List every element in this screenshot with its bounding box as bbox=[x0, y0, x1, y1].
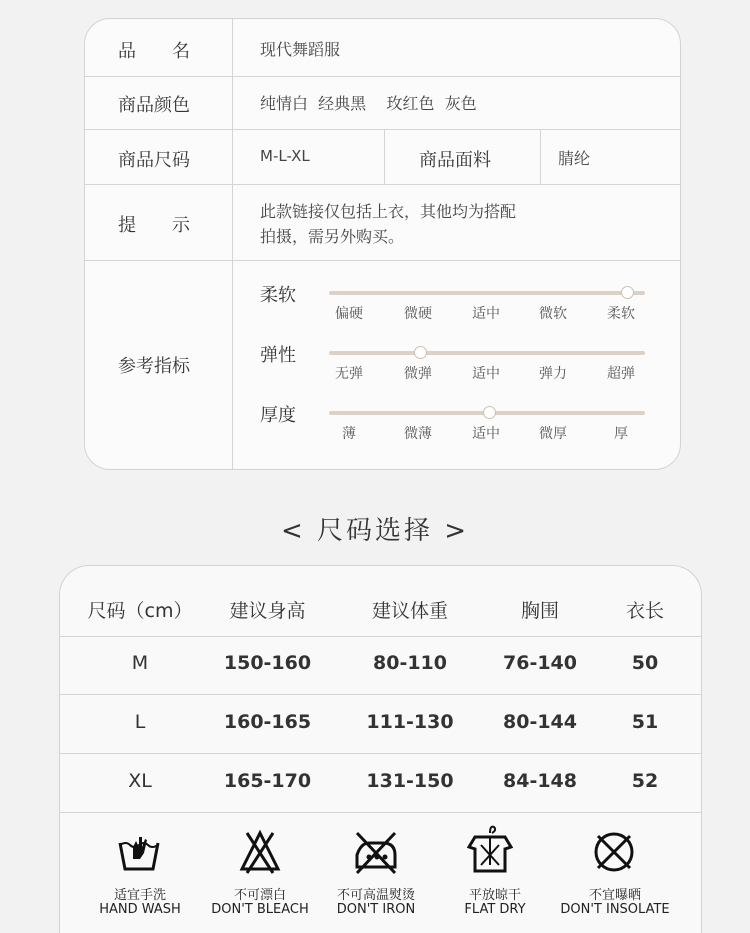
care-label-en: DON'T IRON bbox=[336, 902, 416, 917]
table-cell: 150-160 bbox=[223, 652, 312, 674]
size-table-card bbox=[59, 565, 702, 933]
indicator-tick-label: 微厚 bbox=[539, 426, 567, 442]
name-value: 现代舞蹈服 bbox=[260, 40, 341, 59]
care-label-en: HAND WASH bbox=[99, 902, 181, 917]
table-cell: 84-148 bbox=[503, 770, 577, 792]
divider bbox=[232, 19, 233, 470]
tip-line-2: 拍摄，需另外购买。 bbox=[260, 227, 405, 246]
color-label: 商品颜色 bbox=[118, 95, 190, 116]
table-cell: 80-110 bbox=[373, 652, 447, 674]
no-sun-icon bbox=[591, 829, 637, 875]
care-label-zh: 适宜手洗 bbox=[113, 888, 166, 903]
table-cell: L bbox=[134, 711, 146, 733]
table-cell: 160-165 bbox=[223, 711, 312, 733]
divider bbox=[85, 260, 681, 261]
care-label-zh: 不宜曝晒 bbox=[588, 888, 641, 903]
header-length: 衣长 bbox=[625, 600, 664, 622]
indicator-tick-label: 适中 bbox=[472, 366, 500, 382]
care-label-zh: 不可漂白 bbox=[233, 888, 286, 903]
size-label: 商品尺码 bbox=[118, 150, 190, 171]
care-label-zh: 平放晾干 bbox=[468, 888, 521, 903]
indicator-tick-label: 厚 bbox=[614, 426, 628, 442]
indicator-name: 柔软 bbox=[260, 285, 296, 306]
fabric-label: 商品面料 bbox=[419, 150, 491, 171]
divider bbox=[384, 129, 385, 184]
divider bbox=[60, 636, 702, 637]
table-cell: M bbox=[131, 652, 149, 674]
table-cell: 80-144 bbox=[503, 711, 577, 733]
indicator-name: 厚度 bbox=[260, 405, 296, 426]
table-cell: 50 bbox=[631, 652, 659, 674]
hand-wash-icon bbox=[116, 829, 162, 875]
care-label-zh: 不可高温熨烫 bbox=[336, 888, 415, 903]
no-iron-icon bbox=[353, 829, 399, 875]
indicator-tick-label: 适中 bbox=[472, 426, 500, 442]
divider bbox=[85, 184, 681, 185]
name-label: 品 名 bbox=[118, 41, 190, 62]
indicator-tick-label: 微软 bbox=[539, 306, 567, 322]
divider bbox=[60, 694, 702, 695]
divider bbox=[60, 753, 702, 754]
table-cell: 165-170 bbox=[223, 770, 312, 792]
header-size: 尺码（cm） bbox=[87, 600, 193, 622]
size-value: M-L-XL bbox=[260, 147, 310, 165]
divider bbox=[85, 76, 681, 77]
table-cell: 131-150 bbox=[366, 770, 454, 792]
indicator-tick-label: 柔软 bbox=[607, 306, 635, 322]
header-height: 建议身高 bbox=[229, 600, 306, 622]
indicator-tick-label: 偏硬 bbox=[335, 306, 363, 322]
header-weight: 建议体重 bbox=[371, 600, 448, 622]
table-cell: XL bbox=[128, 770, 152, 792]
indicator-tick-label: 适中 bbox=[472, 306, 500, 322]
color-value: 纯情白 经典黑 玫红色 灰色 bbox=[260, 94, 477, 113]
size-section-title: < 尺码选择 > bbox=[280, 516, 470, 546]
indicator-tick-label: 无弹 bbox=[335, 366, 363, 382]
table-cell: 111-130 bbox=[366, 711, 454, 733]
indicator-tick-label: 微硬 bbox=[404, 306, 432, 322]
no-bleach-icon bbox=[237, 829, 283, 875]
flat-dry-icon bbox=[467, 821, 513, 875]
tip-label: 提 示 bbox=[118, 215, 190, 236]
indicator-tick-label: 薄 bbox=[342, 426, 356, 442]
indicator-tick-label: 弹力 bbox=[539, 366, 567, 382]
indicator-knob bbox=[483, 406, 496, 419]
indicator-tick-label: 微薄 bbox=[404, 426, 432, 442]
ref-label: 参考指标 bbox=[118, 356, 190, 377]
table-cell: 52 bbox=[631, 770, 659, 792]
tip-line-1: 此款链接仅包括上衣，其他均为搭配 bbox=[260, 202, 517, 221]
header-bust: 胸围 bbox=[520, 600, 559, 622]
care-label-en: FLAT DRY bbox=[464, 902, 526, 917]
indicator-knob bbox=[621, 286, 634, 299]
table-cell: 51 bbox=[631, 711, 659, 733]
indicator-tick-label: 微弹 bbox=[404, 366, 432, 382]
fabric-value: 腈纶 bbox=[558, 149, 591, 168]
product-info-card bbox=[84, 18, 681, 470]
indicator-track bbox=[329, 351, 645, 355]
indicator-tick-label: 超弹 bbox=[607, 366, 635, 382]
divider bbox=[540, 129, 541, 184]
indicator-knob bbox=[414, 346, 427, 359]
indicator-name: 弹性 bbox=[260, 345, 296, 366]
indicator-track bbox=[329, 291, 645, 295]
divider bbox=[60, 812, 702, 813]
table-cell: 76-140 bbox=[503, 652, 577, 674]
care-label-en: DON'T INSOLATE bbox=[560, 902, 670, 917]
divider bbox=[85, 129, 681, 130]
care-label-en: DON'T BLEACH bbox=[211, 902, 309, 917]
